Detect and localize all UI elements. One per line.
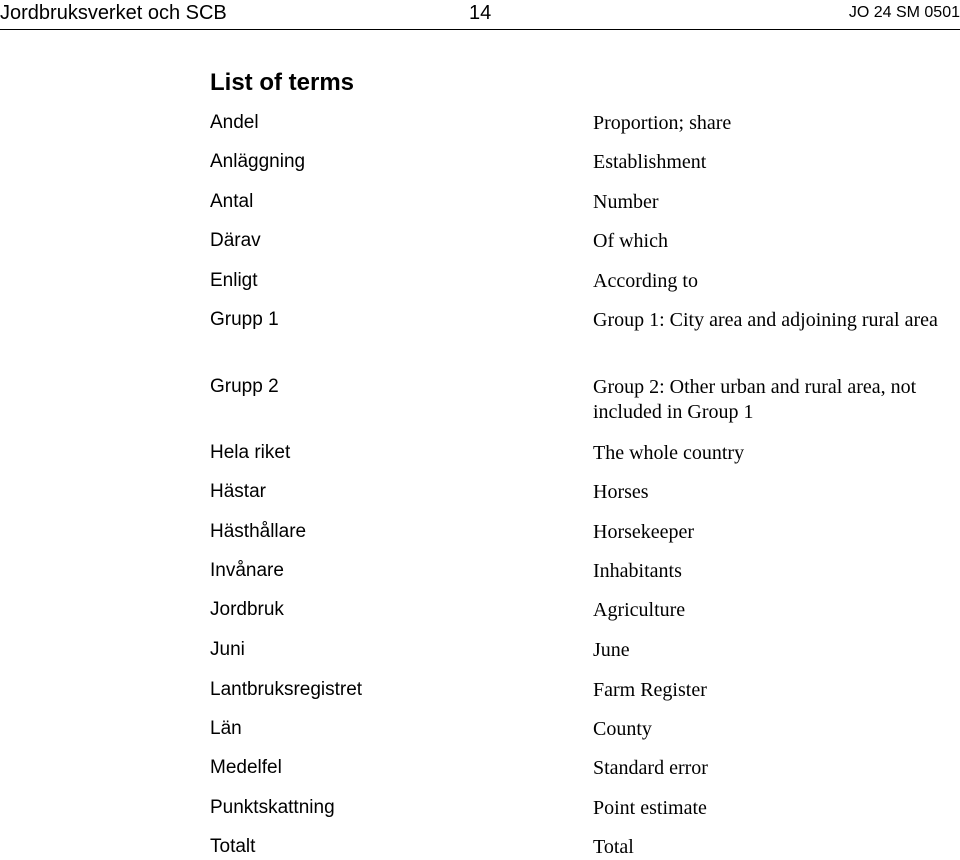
term-swedish: Antal [210,191,254,212]
section-title: List of terms [210,69,355,96]
term-english: Proportion; share [593,112,732,134]
term-english: Establishment [593,151,707,173]
term-english: June [593,639,630,661]
term-swedish: Invånare [210,560,284,581]
term-swedish: Jordbruk [210,599,284,620]
term-english: Standard error [593,757,708,779]
term-swedish: Hästar [210,481,266,502]
term-english: Total [593,836,634,858]
term-swedish: Därav [210,230,261,251]
term-swedish: Andel [210,112,259,133]
term-swedish: Enligt [210,270,258,291]
term-english: Point estimate [593,797,707,819]
term-swedish: Grupp 2 [210,376,279,397]
page-number: 14 [469,2,492,24]
term-english: Agriculture [593,599,686,621]
term-swedish: Totalt [210,836,256,857]
term-swedish: Hästhållare [210,521,307,542]
term-english: Horsekeeper [593,521,695,543]
term-swedish: Punktskattning [210,797,335,818]
term-english: According to [593,270,698,292]
term-english: Number [593,191,659,213]
term-english: Inhabitants [593,560,682,582]
publisher-label: Jordbruksverket och SCB [0,2,227,24]
term-english: Farm Register [593,679,707,701]
term-english: County [593,718,652,740]
series-code: JO 24 SM 0501 [848,4,960,21]
term-english: Group 2: Other urban and rural area, not included in Group 1 [593,376,917,423]
term-english: Of which [593,230,668,252]
term-swedish: Län [210,718,242,739]
term-swedish: Juni [210,639,245,660]
term-english: The whole country [593,442,745,464]
term-swedish: Lantbruksregistret [210,679,363,700]
term-swedish: Medelfel [210,757,282,778]
term-swedish: Hela riket [210,442,291,463]
term-english: Group 1: City area and adjoining rural area [593,309,938,331]
term-english: Horses [593,481,649,503]
term-swedish: Anläggning [210,151,306,172]
term-swedish: Grupp 1 [210,309,279,330]
